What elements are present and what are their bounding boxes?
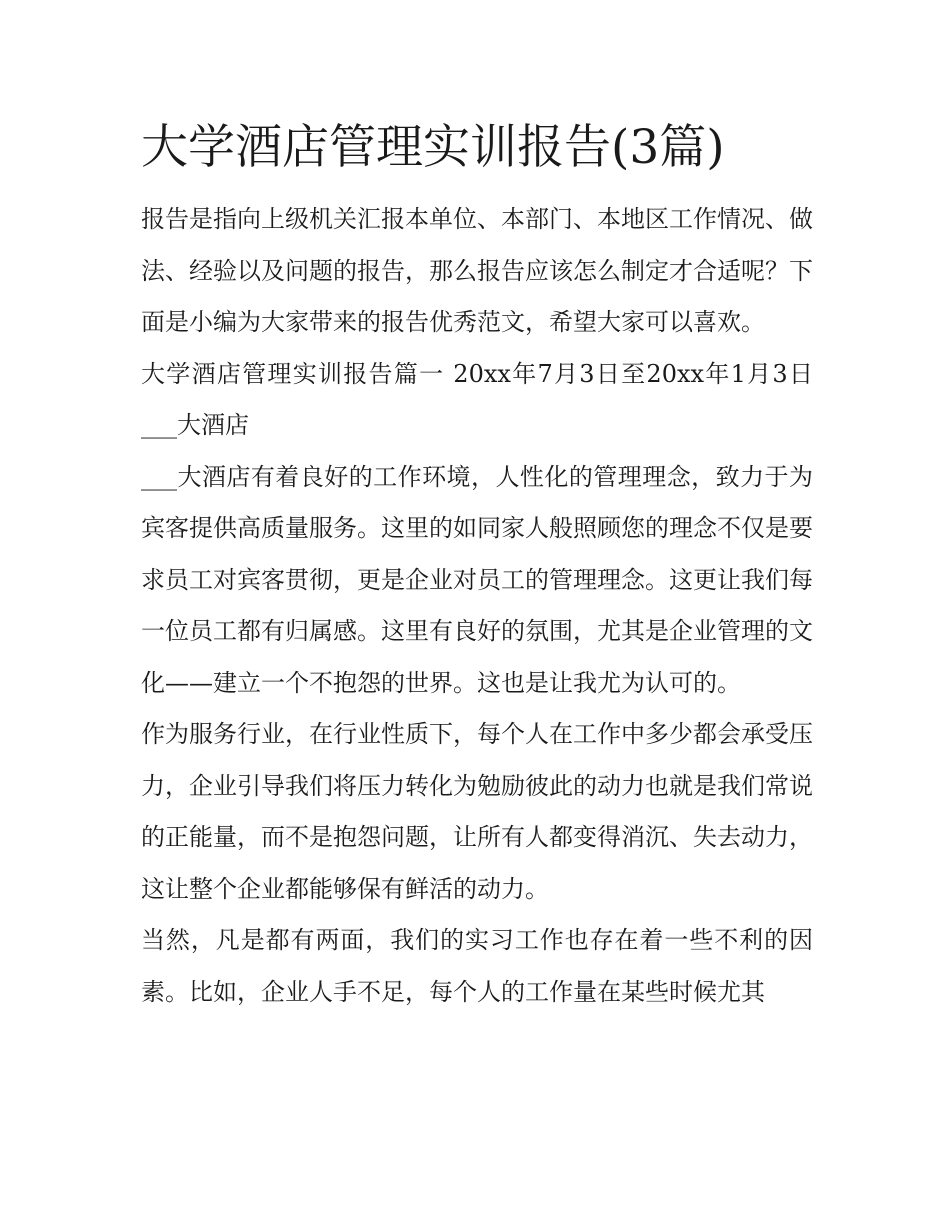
paragraph-drawbacks: 当然，凡是都有两面，我们的实习工作也存在着一些不利的因素。比如，企业人手不足，每个人的工作量在某些时候尤其 <box>141 926 813 1006</box>
paragraph-intro: 报告是指向上级机关汇报本单位、本部门、本地区工作情况、做法、经验以及问题的报告，那么报告应该怎么制定才合适呢？下面是小编为大家带来的报告优秀范文，希望大家可以喜欢。 <box>141 205 813 336</box>
paragraph-section-heading: 大学酒店管理实训报告篇一 20xx年7月3日至20xx年1月3日 ___大酒店 <box>141 359 813 439</box>
paragraph-environment: ___大酒店有着良好的工作环境，人性化的管理理念，致力于为宾客提供高质量服务。这里的如同家人般照顾您的理念不仅是要求员工对宾客贯彻，更是企业对员工的管理理念。这更让我们每一位员工都有归属感。这里有良好的氛围，尤其是企业管理的文化——建立一个不抱怨的世界。这也是让我尤为认可的。 <box>141 462 813 697</box>
document-page <box>141 112 813 1018</box>
document-title: 大学酒店管理实训报告(3篇) <box>141 120 725 175</box>
paragraph-pressure: 作为服务行业，在行业性质下，每个人在工作中多少都会承受压力，企业引导我们将压力转化为勉励彼此的动力也就是我们常说的正能量，而不是抱怨问题，让所有人都变得消沉、失去动力，这让整个企业都能够保有鲜活的动力。 <box>141 720 813 903</box>
